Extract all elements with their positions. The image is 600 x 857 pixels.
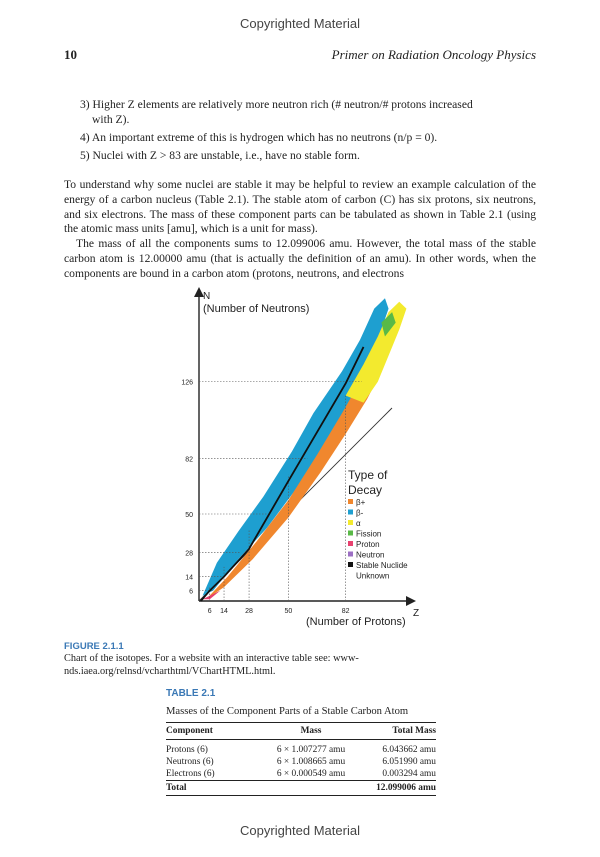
table-cell: Electrons (6) bbox=[166, 768, 215, 779]
table-cell: Total bbox=[166, 780, 262, 795]
x-axis-letter: Z bbox=[413, 608, 420, 619]
y-axis-letter: N bbox=[203, 291, 211, 302]
legend-title-2: Decay bbox=[348, 483, 383, 497]
table-cell: Neutrons (6) bbox=[166, 756, 214, 767]
mass-table bbox=[166, 722, 436, 796]
table-cell bbox=[262, 780, 360, 795]
x-tick-label: 6 bbox=[207, 608, 212, 615]
y-tick-label: 6 bbox=[189, 588, 193, 596]
legend-label: Fission bbox=[356, 529, 382, 539]
legend bbox=[348, 468, 408, 581]
legend-swatch bbox=[348, 531, 353, 536]
y-tick-label: 14 bbox=[185, 574, 193, 582]
list-item-continuation: with Z). bbox=[92, 113, 130, 126]
y-axis-label: (Number of Neutrons) bbox=[203, 303, 310, 315]
legend-label: β- bbox=[356, 508, 364, 518]
table-label: TABLE 2.1 bbox=[166, 688, 216, 699]
legend-title-1: Type of bbox=[348, 468, 388, 482]
legend-label: α bbox=[356, 519, 361, 528]
list-item-line: 3) Higher Z elements are relatively more neutron rich (# neutron/# protons increased bbox=[80, 98, 473, 111]
legend-label: Proton bbox=[356, 540, 380, 549]
legend-swatch bbox=[348, 510, 353, 515]
figure-label: FIGURE 2.1.1 bbox=[64, 641, 124, 652]
paragraph-1: To understand why some nuclei are stable it may be helpful to review an example calculation of the energy of a carbon nucleus (Table 2.1). The stable atom of carbon (C) has six protons, six neutrons, and six electrons. The mass of these component parts can be tabulated as shown in Table 2.1 (using the atomic mass units [amu], which is a unit for mass). bbox=[64, 178, 536, 236]
legend-label: β+ bbox=[356, 498, 366, 507]
legend-label: Stable Nuclide bbox=[356, 561, 408, 570]
table-row bbox=[166, 756, 436, 768]
table-row bbox=[166, 744, 436, 756]
legend-label: Neutron bbox=[356, 550, 385, 560]
table-cell: 12.099006 amu bbox=[360, 780, 436, 795]
table-cell: 0.003294 amu bbox=[382, 768, 436, 779]
y-tick-label: 28 bbox=[185, 550, 193, 558]
y-tick-label: 82 bbox=[185, 456, 193, 464]
x-tick-label: 50 bbox=[284, 608, 293, 615]
legend-swatch bbox=[348, 552, 353, 557]
list-item bbox=[80, 130, 540, 145]
list-item bbox=[80, 97, 540, 127]
table-cell: 6.051990 amu bbox=[382, 756, 436, 767]
table-header-row bbox=[166, 723, 436, 740]
page-number: 10 bbox=[64, 47, 77, 62]
x-tick-label: 14 bbox=[220, 608, 228, 615]
legend-swatch bbox=[348, 499, 353, 504]
list-item-line: 5) Nuclei with Z > 83 are unstable, i.e., have no stable form. bbox=[80, 149, 360, 162]
watermark-bottom: Copyrighted Material bbox=[240, 823, 360, 838]
table-cell: Protons (6) bbox=[166, 744, 208, 755]
paragraph-2: The mass of all the components sums to 12.099006 amu. However, the total mass of the stable carbon atom is 12.00000 amu (that is actually the definition of an amu). In other words, when the components are bound in a carbon atom (protons, neutrons, and electrons bbox=[64, 237, 536, 280]
x-tick-label: 28 bbox=[245, 608, 253, 615]
y-tick-label: 50 bbox=[185, 511, 193, 519]
column-header: Total Mass bbox=[360, 723, 436, 740]
table-cell: 6.043662 amu bbox=[382, 744, 436, 755]
column-header: Mass bbox=[262, 723, 360, 740]
isotope-chart bbox=[172, 283, 432, 633]
body-text bbox=[64, 178, 536, 282]
x-tick-label: 82 bbox=[341, 608, 350, 615]
table-row bbox=[166, 768, 436, 781]
table-cell: 6 × 1.008665 amu bbox=[276, 756, 346, 767]
x-axis-label: (Number of Protons) bbox=[306, 616, 406, 628]
legend-label: Unknown bbox=[356, 571, 390, 581]
numbered-list bbox=[80, 97, 540, 166]
legend-swatch bbox=[348, 541, 353, 546]
table-cell: 6 × 0.000549 amu bbox=[276, 768, 346, 779]
table-total-row bbox=[166, 780, 436, 795]
running-title: Primer on Radiation Oncology Physics bbox=[331, 47, 536, 62]
table-cell: 6 × 1.007277 amu bbox=[276, 744, 346, 755]
watermark-top: Copyrighted Material bbox=[240, 16, 360, 31]
table-title: Masses of the Component Parts of a Stable Carbon Atom bbox=[166, 706, 409, 717]
column-header: Component bbox=[166, 723, 262, 740]
list-item-line: 4) An important extreme of this is hydrogen which has no neutrons (n/p = 0). bbox=[80, 131, 438, 144]
legend-swatch bbox=[348, 562, 353, 567]
list-item bbox=[80, 148, 540, 163]
x-axis-arrow bbox=[406, 596, 416, 606]
legend-swatch bbox=[348, 520, 353, 525]
y-tick-label: 126 bbox=[181, 379, 193, 387]
figure-caption: Chart of the isotopes. For a website with an interactive table see: www-nds.iaea.org/relnsd/vcharthtml/VChartHTML.html. bbox=[64, 653, 359, 677]
